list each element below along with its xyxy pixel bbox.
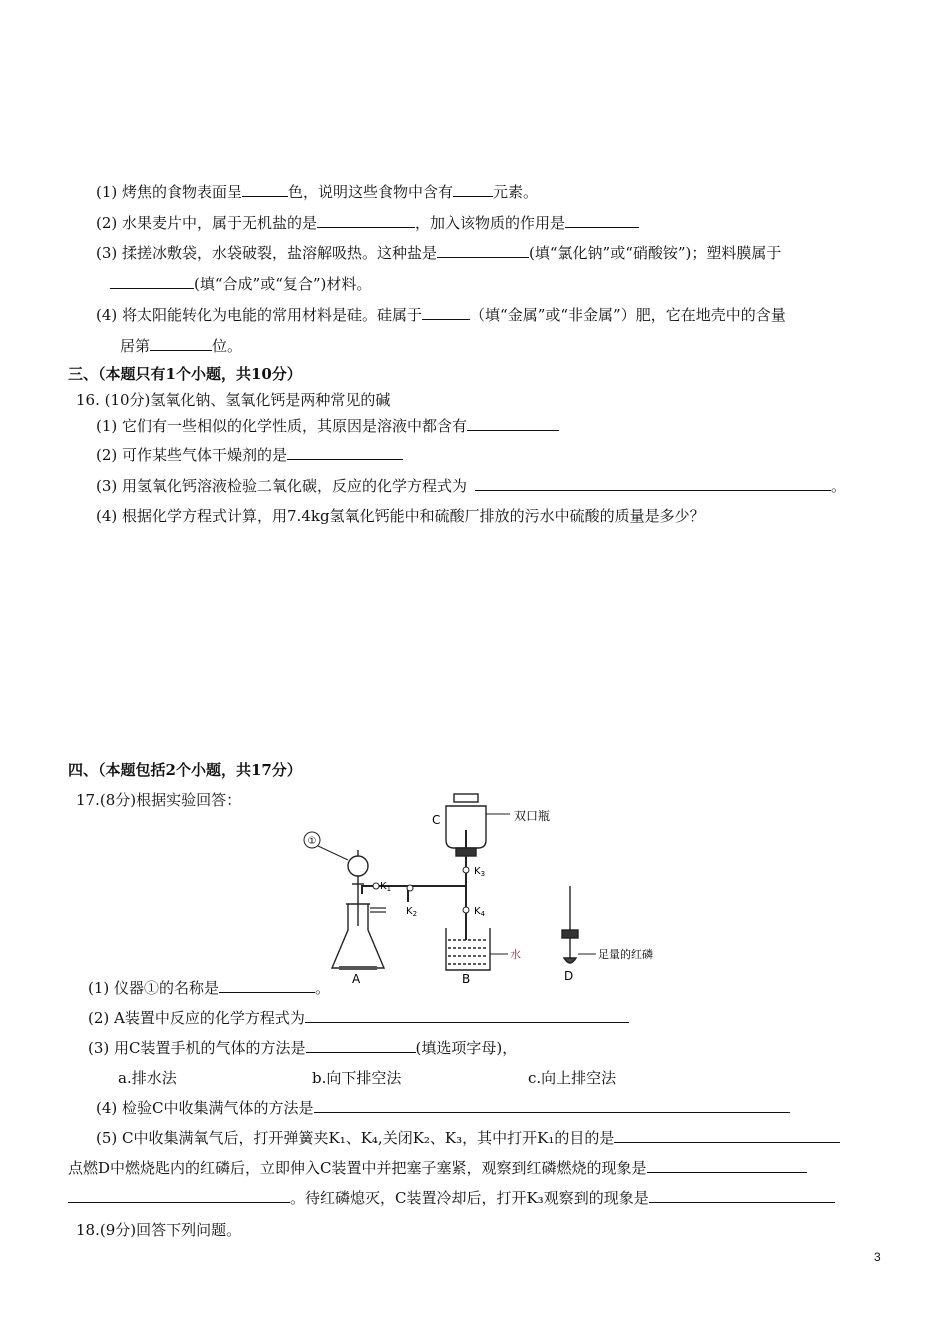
blank[interactable]: [68, 1188, 290, 1203]
page-number: 3: [874, 1250, 881, 1264]
q15-part4-cont: 居第 位。: [120, 337, 243, 355]
q15-part3-cont: (填“合成”或“复合”)材料。: [110, 274, 371, 294]
blank[interactable]: [150, 336, 212, 351]
q17-stem: 17.(8分)根据实验回答：: [76, 791, 242, 809]
apparatus-figure: [296, 790, 670, 986]
blank[interactable]: [614, 1128, 840, 1143]
spoon-d: [562, 886, 578, 963]
blank[interactable]: [314, 1098, 790, 1113]
label-a: A: [352, 972, 361, 986]
q16-part2: (2) 可作某些气体干燥剂的是: [96, 445, 403, 465]
blank[interactable]: [453, 182, 493, 197]
blank[interactable]: [422, 305, 470, 320]
q16-part4: (4) 根据化学方程式计算，用7.4kg氢氧化钙能中和硫酸厂排放的污水中硫酸的质量是多少？: [96, 507, 705, 525]
blank[interactable]: [242, 182, 288, 197]
label-k2: $K_2$: [406, 906, 418, 918]
beaker-b: [446, 928, 490, 970]
q15-part3: (3) 揉搓冰敷袋，水袋破裂，盐溶解吸热。这种盐是 (填“氯化钠”或“硝酸铵”)；塑料膜属于: [96, 244, 782, 262]
q17-part3: (3) 用C装置手机的气体的方法是 (填选项字母)，: [88, 1039, 518, 1057]
q17-part5-line3: 。待红磷熄灭，C装置冷却后，打开K₃观察到的现象是: [68, 1188, 835, 1208]
blank[interactable]: [110, 274, 194, 289]
blank[interactable]: [306, 1038, 416, 1053]
blank[interactable]: [287, 445, 403, 460]
label-d: D: [564, 969, 574, 983]
blank[interactable]: [305, 1008, 629, 1023]
q18-stem: 18.(9分)回答下列问题。: [76, 1221, 242, 1239]
q15-part2: (2) 水果麦片中，属于无机盐的是 ，加入该物质的作用是: [96, 213, 639, 233]
label-bottle: 双口瓶: [514, 809, 551, 823]
option-c[interactable]: c.向上排空法: [528, 1069, 617, 1087]
blank[interactable]: [649, 1188, 835, 1203]
section-3-title: 三、（本题只有1个小题，共10分）: [68, 365, 302, 383]
q17-part5-line2: 点燃D中燃烧匙内的红磷后，立即伸入C装置中并把塞子塞紧，观察到红磷燃烧的现象是: [68, 1158, 807, 1178]
label-b: B: [462, 972, 471, 986]
blank[interactable]: [475, 476, 831, 491]
q17-part1: (1) 仪器①的名称是 。: [88, 979, 331, 997]
q17-part2: (2) A装置中反应的化学方程式为: [88, 1008, 629, 1028]
blank[interactable]: [219, 978, 315, 993]
label-k4: $K_4$: [474, 906, 486, 918]
blank[interactable]: [317, 213, 415, 228]
q17-part5-line1: (5) C中收集满氧气后，打开弹簧夹K₁、K₄,关闭K₂、K₃，其中打开K₁的目的是: [96, 1128, 840, 1148]
label-k1: $K_1$: [380, 881, 392, 893]
separatory-funnel: [348, 850, 368, 926]
label-c: C: [432, 813, 441, 827]
label-k3: $K_3$: [474, 866, 486, 878]
q15-part1: (1) 烤焦的食物表面呈 色，说明这些食物中含有 元素。: [96, 183, 539, 201]
section-4-title: 四、（本题包括2个小题，共17分）: [68, 761, 302, 779]
blank[interactable]: [467, 416, 559, 431]
label-instrument-1: ①: [307, 836, 317, 847]
blank[interactable]: [565, 213, 639, 228]
q15-part4: (4) 将太阳能转化为电能的常用材料是硅。硅属于 （填“金属”或“非金属”）肥，它在地壳中的含量: [96, 306, 786, 324]
blank[interactable]: [647, 1158, 807, 1173]
blank[interactable]: [437, 243, 529, 258]
q16-stem: 16. (10分)氢氧化钠、氢氧化钙是两种常见的碱: [76, 391, 391, 409]
q17-part4: (4) 检验C中收集满气体的方法是: [96, 1098, 790, 1118]
label-water: 水: [510, 948, 521, 961]
option-b[interactable]: b.向下排空法: [312, 1069, 402, 1087]
label-red-phosphorus: 足量的红磷: [598, 948, 653, 961]
option-a[interactable]: a.排水法: [118, 1069, 177, 1087]
q16-part3: (3) 用氢氧化钙溶液检验二氧化碳，反应的化学方程式为 。: [96, 477, 847, 495]
q16-part1: (1) 它们有一些相似的化学性质，其原因是溶液中都含有: [96, 416, 559, 436]
